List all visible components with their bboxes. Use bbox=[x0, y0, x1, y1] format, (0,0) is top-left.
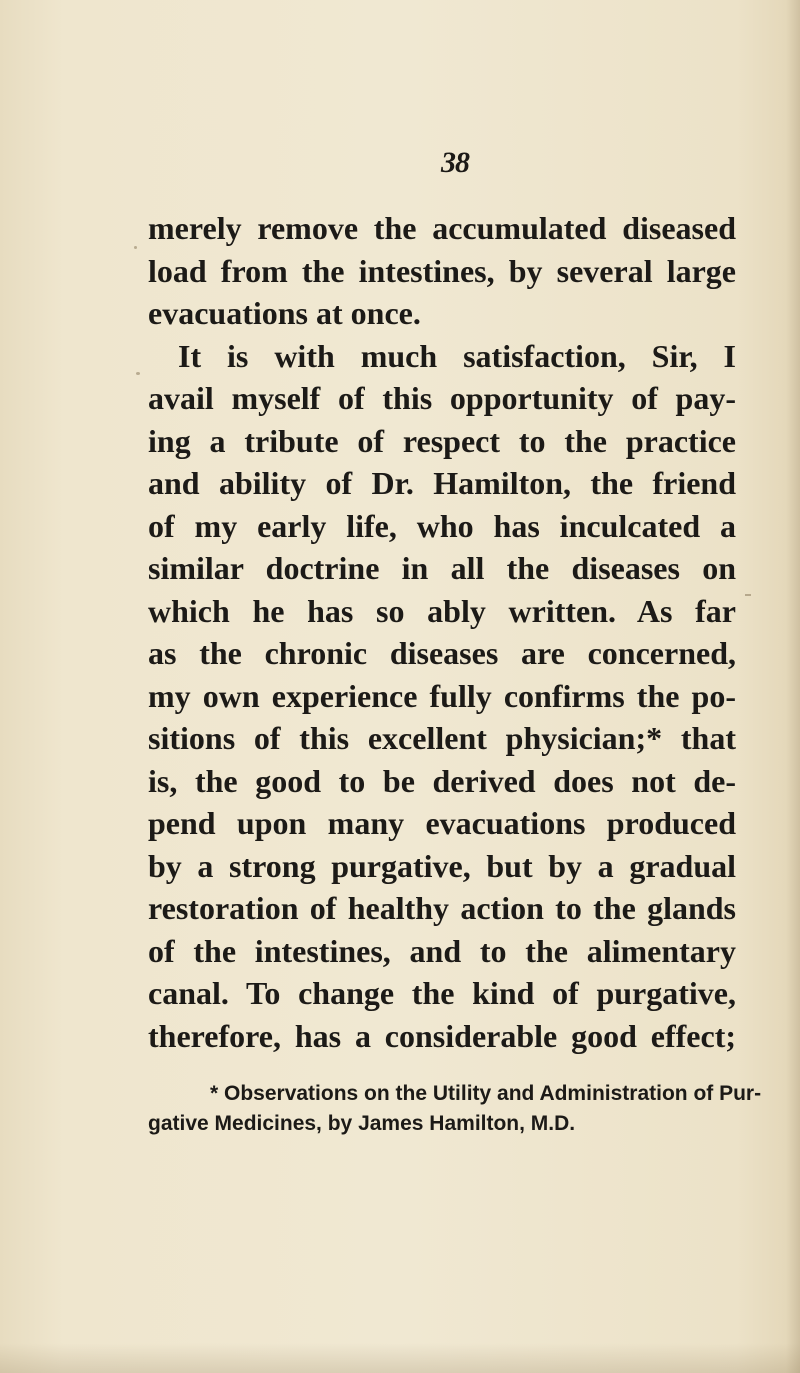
text-line: as the chronic diseases are concerned, bbox=[148, 635, 736, 671]
text-line: of the intestines, and to the alimentary bbox=[148, 932, 736, 969]
text-line: canal. To change the kind of purgative, bbox=[148, 975, 736, 1011]
text-line: is, the good to be derived does not de- bbox=[148, 762, 736, 799]
text-line: restoration of healthy action to the glands bbox=[148, 890, 736, 926]
text-line: ing a tribute of respect to the practice bbox=[148, 422, 736, 459]
text-line: similar doctrine in all the diseases on bbox=[148, 550, 736, 586]
text-line: of my early life, who has inculcated a bbox=[148, 507, 736, 544]
page-edge-shadow-right bbox=[786, 0, 800, 1373]
footnote-line: * Observations on the Utility and Administration of Pur- bbox=[210, 1082, 762, 1105]
margin-speck bbox=[745, 594, 751, 596]
margin-speck bbox=[134, 246, 137, 249]
text-line: sitions of this excellent physician;* that bbox=[148, 720, 736, 756]
text-line: by a strong purgative, but by a gradual bbox=[148, 847, 736, 884]
text-line: avail myself of this opportunity of pay- bbox=[148, 380, 736, 416]
text-line: therefore, has a considerable good effect; bbox=[148, 1017, 736, 1054]
text-line: and ability of Dr. Hamilton, the friend bbox=[148, 465, 736, 501]
text-line: which he has so ably written. As far bbox=[148, 592, 736, 629]
text-line: load from the intestines, by several large bbox=[148, 252, 736, 289]
body-text bbox=[148, 207, 736, 1057]
margin-speck bbox=[136, 372, 140, 375]
page-number: 38 bbox=[441, 146, 469, 179]
text-line: merely remove the accumulated diseased bbox=[148, 210, 736, 246]
page-edge-shadow-bottom bbox=[0, 1343, 800, 1373]
text-line: my own experience fully confirms the po- bbox=[148, 677, 736, 714]
footnote bbox=[148, 1079, 762, 1139]
text-line: It is with much satisfaction, Sir, I bbox=[178, 337, 736, 374]
text-line: pend upon many evacuations produced bbox=[148, 805, 736, 841]
text-line: evacuations at once. bbox=[148, 295, 421, 331]
footnote-line: gative Medicines, by James Hamilton, M.D. bbox=[148, 1112, 576, 1135]
